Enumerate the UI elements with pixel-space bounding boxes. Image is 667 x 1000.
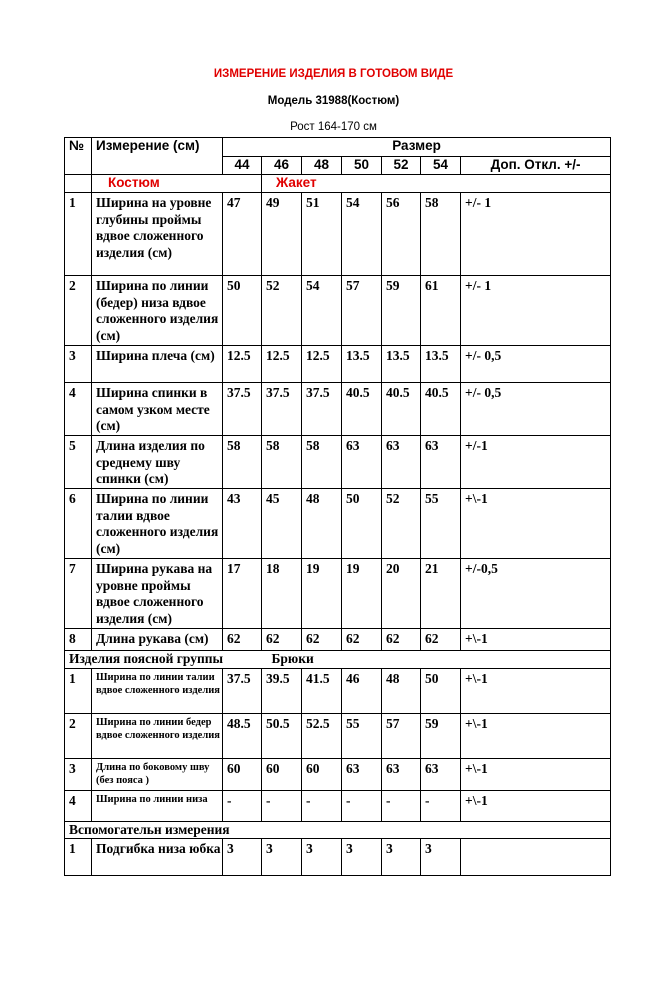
size-value: 57 [382, 713, 421, 758]
size-value: 58 [302, 436, 342, 489]
size-value: 63 [421, 758, 461, 790]
size-value: 40.5 [342, 383, 382, 436]
size-value: 39.5 [262, 668, 302, 713]
measurement-name: Длина изделия по среднему шву спинки (см) [92, 436, 223, 489]
group-jacket-label: Жакет [262, 175, 611, 193]
size-value: 41.5 [302, 668, 342, 713]
size-value: 61 [421, 276, 461, 346]
size-value: 12.5 [223, 346, 262, 383]
table-row [65, 559, 611, 629]
row-number: 2 [65, 713, 92, 758]
size-value: 3 [223, 839, 262, 876]
size-value: 52.5 [302, 713, 342, 758]
measurement-name: Ширина рукава на уровне проймы вдвое сложенного изделия (см) [92, 559, 223, 629]
size-value: 12.5 [302, 346, 342, 383]
tolerance-value [461, 839, 611, 876]
table-row [65, 668, 611, 713]
size-value: 13.5 [382, 346, 421, 383]
size-value: 37.5 [223, 668, 262, 713]
size-value: 13.5 [342, 346, 382, 383]
size-value: 48.5 [223, 713, 262, 758]
size-value: 52 [382, 489, 421, 559]
row-number: 5 [65, 436, 92, 489]
tolerance-value: +\-1 [461, 758, 611, 790]
size-value: - [302, 790, 342, 821]
table-row [65, 629, 611, 651]
size-value: 58 [223, 436, 262, 489]
table-row [65, 383, 611, 436]
row-number: 2 [65, 276, 92, 346]
size-value: 12.5 [262, 346, 302, 383]
size-value: 52 [262, 276, 302, 346]
size-value: 62 [342, 629, 382, 651]
size-value: 57 [342, 276, 382, 346]
table-row [65, 758, 611, 790]
size-value: 62 [382, 629, 421, 651]
tolerance-value: +/-0,5 [461, 559, 611, 629]
row-number: 1 [65, 193, 92, 276]
size-value: - [421, 790, 461, 821]
size-value: 49 [262, 193, 302, 276]
tolerance-value: +/- 1 [461, 276, 611, 346]
header-size-52: 52 [382, 156, 421, 175]
measurement-name: Подгибка низа юбка [92, 839, 223, 876]
size-value: 62 [421, 629, 461, 651]
row-number: 3 [65, 758, 92, 790]
size-value: 45 [262, 489, 302, 559]
tolerance-value: +\-1 [461, 668, 611, 713]
measurement-name: Ширина по линии талии вдвое сложенного изделия [92, 668, 223, 713]
tolerance-value: +\-1 [461, 489, 611, 559]
size-value: 19 [302, 559, 342, 629]
row-number: 8 [65, 629, 92, 651]
size-value: 20 [382, 559, 421, 629]
table-row [65, 346, 611, 383]
row-number: 1 [65, 668, 92, 713]
size-value: 19 [342, 559, 382, 629]
header-number: № [65, 138, 92, 175]
group-label: Вспомогательн измерения [65, 821, 611, 839]
size-value: 37.5 [302, 383, 342, 436]
document-title: ИЗМЕРЕНИЕ ИЗДЕЛИЯ В ГОТОВОМ ВИДЕ [213, 68, 454, 80]
size-value: 13.5 [421, 346, 461, 383]
size-value: 58 [421, 193, 461, 276]
group-costume-label: Костюм [92, 175, 262, 193]
size-value: 62 [262, 629, 302, 651]
size-value: 48 [302, 489, 342, 559]
size-value: 18 [262, 559, 302, 629]
table-row [65, 436, 611, 489]
header-size-44: 44 [223, 156, 262, 175]
measurement-name: Ширина спинки в самом узком месте (см) [92, 383, 223, 436]
group-row-costume [65, 175, 611, 193]
height-range: Рост 164-170 см [290, 121, 377, 133]
size-value: 56 [382, 193, 421, 276]
size-value: 60 [302, 758, 342, 790]
row-number: 4 [65, 790, 92, 821]
measurement-name: Ширина плеча (см) [92, 346, 223, 383]
group-costume-spacer [65, 175, 92, 193]
size-value: 63 [382, 758, 421, 790]
size-value: 50 [421, 668, 461, 713]
size-value: 54 [342, 193, 382, 276]
size-value: 62 [223, 629, 262, 651]
row-number: 7 [65, 559, 92, 629]
header-size-48: 48 [302, 156, 342, 175]
size-value: 62 [302, 629, 342, 651]
size-value: - [342, 790, 382, 821]
size-value: - [382, 790, 421, 821]
tolerance-value: +\-1 [461, 629, 611, 651]
row-number: 6 [65, 489, 92, 559]
group-label: Изделия поясной группы [65, 651, 262, 669]
size-value: 50.5 [262, 713, 302, 758]
group-row-aux [65, 821, 611, 839]
measurement-name: Ширина по линии бедер вдвое сложенного изделия [92, 713, 223, 758]
size-value: 60 [262, 758, 302, 790]
size-value: 40.5 [421, 383, 461, 436]
size-value: 17 [223, 559, 262, 629]
table-row [65, 839, 611, 876]
table-row [65, 193, 611, 276]
size-value: 63 [342, 436, 382, 489]
size-value: 37.5 [223, 383, 262, 436]
size-value: 40.5 [382, 383, 421, 436]
size-value: 60 [223, 758, 262, 790]
table-header-row-1 [65, 138, 611, 157]
size-value: 3 [342, 839, 382, 876]
header-size-50: 50 [342, 156, 382, 175]
size-value: 47 [223, 193, 262, 276]
tolerance-value: +/- 0,5 [461, 383, 611, 436]
size-value: 59 [421, 713, 461, 758]
size-value: 21 [421, 559, 461, 629]
size-value: 46 [342, 668, 382, 713]
size-value: 63 [342, 758, 382, 790]
size-value: 54 [302, 276, 342, 346]
size-value: - [262, 790, 302, 821]
tolerance-value: +\-1 [461, 790, 611, 821]
measurement-name: Длина рукава (см) [92, 629, 223, 651]
row-number: 3 [65, 346, 92, 383]
size-value: 55 [421, 489, 461, 559]
group-sub-label: Брюки [262, 651, 611, 669]
row-number: 1 [65, 839, 92, 876]
measurement-name: Ширина на уровне глубины проймы вдвое сложенного изделия (см) [92, 193, 223, 276]
size-value: 50 [223, 276, 262, 346]
header-size-46: 46 [262, 156, 302, 175]
tolerance-value: +/- 0,5 [461, 346, 611, 383]
table-row [65, 276, 611, 346]
header-measurement: Измерение (см) [92, 138, 223, 175]
measurement-name: Ширина по линии талии вдвое сложенного изделия (см) [92, 489, 223, 559]
size-value: 59 [382, 276, 421, 346]
size-value: 63 [421, 436, 461, 489]
size-value: 3 [421, 839, 461, 876]
table-row [65, 713, 611, 758]
table-row [65, 790, 611, 821]
size-value: 3 [382, 839, 421, 876]
table-row [65, 489, 611, 559]
measurement-name: Ширина по линии (бедер) низа вдвое сложенного изделия (см) [92, 276, 223, 346]
header-size-54: 54 [421, 156, 461, 175]
group-row-waist [65, 651, 611, 669]
measurement-table [64, 137, 611, 876]
measurement-name: Ширина по линии низа [92, 790, 223, 821]
row-number: 4 [65, 383, 92, 436]
tolerance-value: +/-1 [461, 436, 611, 489]
size-value: 3 [262, 839, 302, 876]
size-value: 50 [342, 489, 382, 559]
size-value: 51 [302, 193, 342, 276]
header-tolerance: Доп. Откл. +/- [461, 156, 611, 175]
tolerance-value: +/- 1 [461, 193, 611, 276]
size-value: 58 [262, 436, 302, 489]
header-size: Размер [223, 138, 611, 157]
size-value: - [223, 790, 262, 821]
size-value: 3 [302, 839, 342, 876]
measurement-name: Длина по боковому шву (без пояса ) [92, 758, 223, 790]
model-name: Модель 31988(Костюм) [267, 95, 400, 107]
size-value: 63 [382, 436, 421, 489]
tolerance-value: +\-1 [461, 713, 611, 758]
size-value: 55 [342, 713, 382, 758]
size-value: 43 [223, 489, 262, 559]
size-value: 48 [382, 668, 421, 713]
size-value: 37.5 [262, 383, 302, 436]
